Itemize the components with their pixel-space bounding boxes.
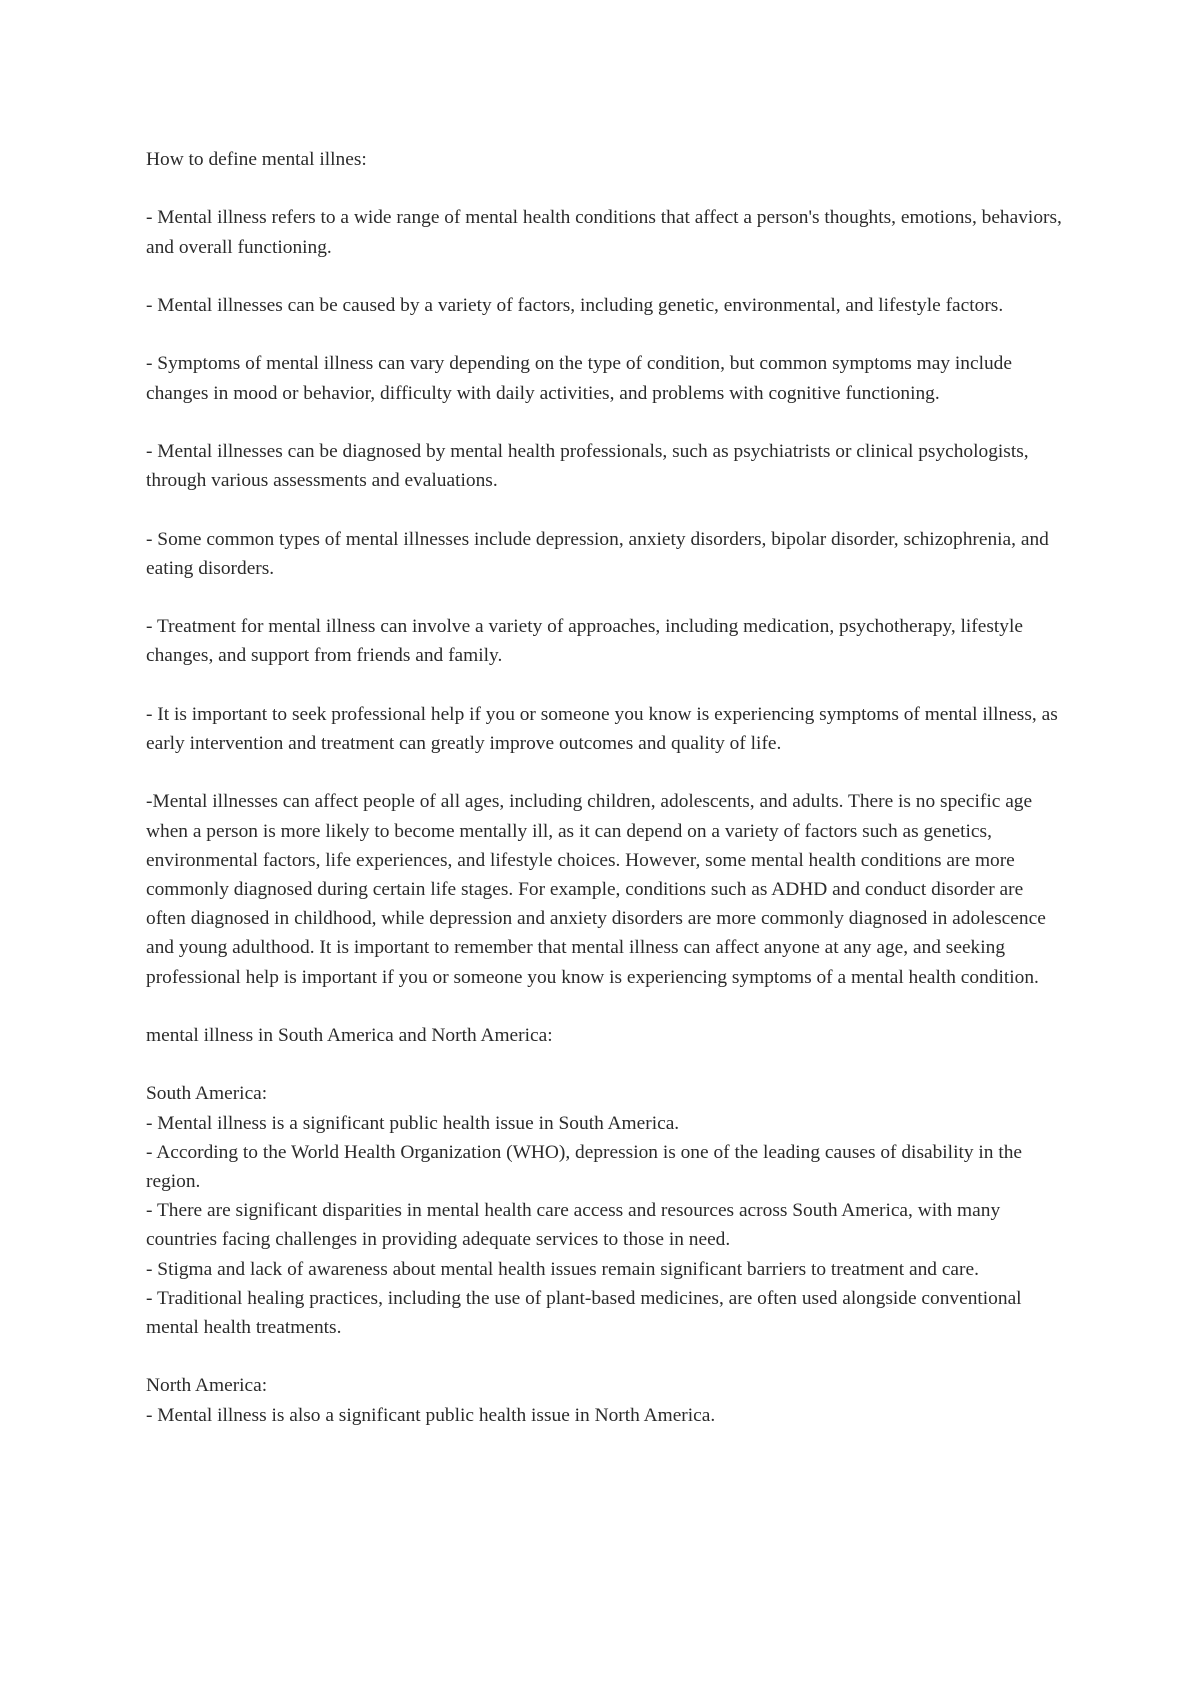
south-america-section [146,1079,1066,1342]
north-america-section [146,1371,1066,1429]
definition-point: - Mental illness refers to a wide range of mental health conditions that affect a person's thoughts, emotions, behaviors, and overall functioning. [146,207,1062,258]
seek-help-point: - It is important to seek professional help if you or someone you know is experiencing symptoms of mental illness, as early intervention and treatment can greatly improve outcomes and quality of life. [146,703,1058,754]
south-america-item: - There are significant disparities in mental health care access and resources across South America, with many countries facing challenges in providing adequate services to those in need. [146,1200,1001,1251]
diagnosis-point: - Mental illnesses can be diagnosed by mental health professionals, such as psychiatrists or clinical psychologists, through various assessments and evaluations. [146,440,1029,492]
regions-heading: mental illness in South America and North America: [146,1024,553,1046]
south-america-item: - Traditional healing practices, including the use of plant-based medicines, are often used alongside conventional mental health treatments. [146,1287,1022,1338]
document-body [146,145,1066,1430]
north-america-item: - Mental illness is also a significant public health issue in North America. [146,1404,716,1426]
types-point: - Some common types of mental illnesses include depression, anxiety disorders, bipolar disorder, schizophrenia, and eating disorders. [146,528,1049,579]
treatment-point: - Treatment for mental illness can involve a variety of approaches, including medication, psychotherapy, lifestyle changes, and support from friends and family. [146,616,1023,667]
ages-paragraph: -Mental illnesses can affect people of all ages, including children, adolescents, and adults. There is no specific age when a person is more likely to become mentally ill, as it can depend on a variety of factors such as genetics, environmental factors, life experiences, and lifestyle choices. However, some mental health conditions are more commonly diagnosed during certain life stages. For example, conditions such as ADHD and conduct disorder are often diagnosed in childhood, while depression and anxiety disorders are more commonly diagnosed in adolescence and young adulthood. It is important to remember that mental illness can affect anyone at any age, and seeking professional help is important if you or someone you know is experiencing symptoms of a mental health condition. [146,791,1046,988]
south-america-item: - Stigma and lack of awareness about mental health issues remain significant barriers to treatment and care. [146,1258,979,1280]
south-america-heading: South America: [146,1083,268,1105]
south-america-item: - Mental illness is a significant public health issue in South America. [146,1112,680,1134]
symptoms-point: - Symptoms of mental illness can vary depending on the type of condition, but common symptoms may include changes in mood or behavior, difficulty with daily activities, and problems with cognitive functioning. [146,353,1012,404]
document-title-line: How to define mental illnes: [146,149,367,170]
causes-point: - Mental illnesses can be caused by a variety of factors, including genetic, environmental, and lifestyle factors. [146,294,1004,316]
north-america-heading: North America: [146,1375,268,1397]
south-america-item: - According to the World Health Organization (WHO), depression is one of the leading causes of disability in the region. [146,1141,1023,1192]
